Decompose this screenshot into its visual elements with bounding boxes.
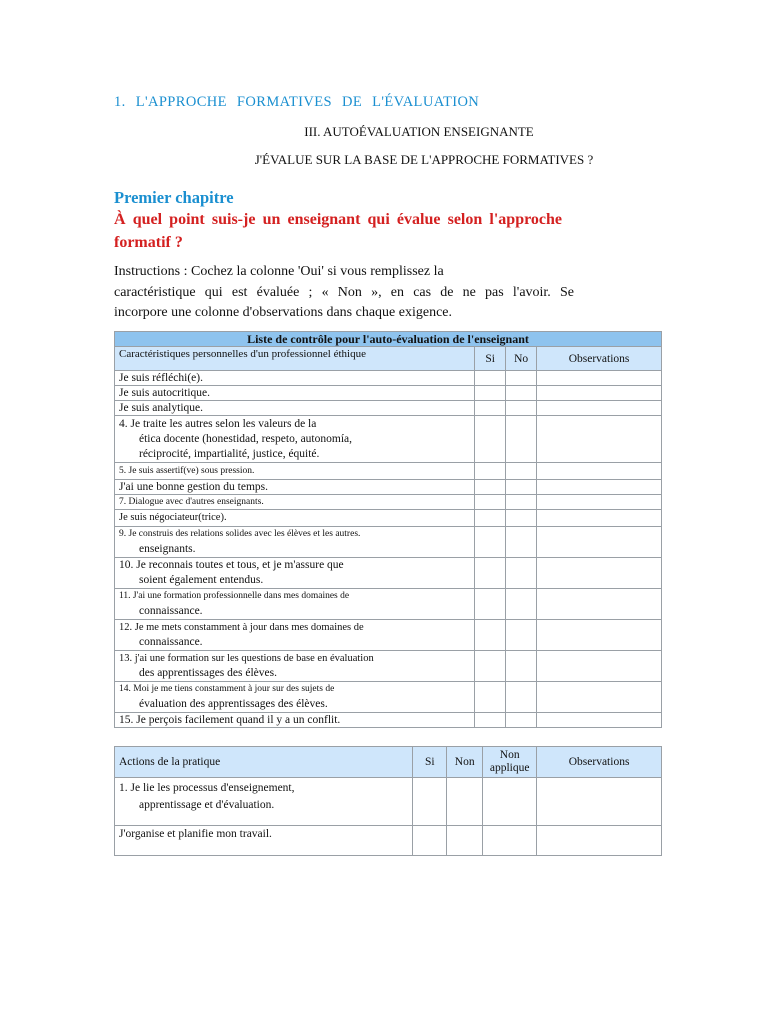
checkbox-no[interactable] xyxy=(506,416,537,463)
table-row-label: 5. Je suis assertif(ve) sous pression. xyxy=(115,463,475,480)
section-heading: 1. L'APPROCHE FORMATIVES DE L'ÉVALUATION xyxy=(114,94,480,110)
col-header-non: Non xyxy=(447,747,483,778)
table-row-label: 12. Je me mets constamment à jour dans mes domaines de connaissance. xyxy=(115,620,475,651)
checkbox-si[interactable] xyxy=(475,386,506,401)
checkbox-si[interactable] xyxy=(475,651,506,682)
observations-cell[interactable] xyxy=(537,558,662,589)
col-header-observations: Observations xyxy=(537,347,662,371)
practice-actions-table xyxy=(114,746,662,856)
col-header-non-applique: Non applique xyxy=(483,747,537,778)
checkbox-no[interactable] xyxy=(506,651,537,682)
table-row-label: Je suis négociateur(trice). xyxy=(115,510,475,527)
col-header-si: Si xyxy=(413,747,447,778)
observations-cell[interactable] xyxy=(537,480,662,495)
checkbox-no[interactable] xyxy=(506,527,537,558)
table-row-label: Je suis réfléchi(e). xyxy=(115,371,475,386)
checkbox-si[interactable] xyxy=(475,558,506,589)
self-evaluation-checklist-table xyxy=(114,331,662,728)
checkbox-no[interactable] xyxy=(506,480,537,495)
checkbox-non[interactable] xyxy=(447,826,483,856)
table-row-label: 1. Je lie les processus d'enseignement, apprentissage et d'évaluation. xyxy=(115,778,413,826)
checkbox-no[interactable] xyxy=(506,589,537,620)
observations-cell[interactable] xyxy=(537,401,662,416)
checkbox-si[interactable] xyxy=(475,495,506,510)
checkbox-si[interactable] xyxy=(475,463,506,480)
table-row-label: 15. Je perçois facilement quand il y a un conflit. xyxy=(115,713,475,728)
checkbox-si[interactable] xyxy=(475,713,506,728)
observations-cell[interactable] xyxy=(537,651,662,682)
table-row-label: 7. Dialogue avec d'autres enseignants. xyxy=(115,495,475,510)
instructions-line-3: incorpore une colonne d'observations dans chaque exigence. xyxy=(114,305,453,320)
observations-cell[interactable] xyxy=(537,463,662,480)
checkbox-no[interactable] xyxy=(506,401,537,416)
observations-cell[interactable] xyxy=(537,589,662,620)
observations-cell[interactable] xyxy=(537,778,662,826)
checkbox-no[interactable] xyxy=(506,463,537,480)
checkbox-si[interactable] xyxy=(413,778,447,826)
table-row-label: Je suis autocritique. xyxy=(115,386,475,401)
instructions-paragraph xyxy=(114,262,574,324)
observations-cell[interactable] xyxy=(537,510,662,527)
observations-cell[interactable] xyxy=(537,620,662,651)
col-header-actions: Actions de la pratique xyxy=(115,747,413,778)
checkbox-si[interactable] xyxy=(475,371,506,386)
checkbox-no[interactable] xyxy=(506,510,537,527)
checkbox-si[interactable] xyxy=(475,620,506,651)
subtitle-question: J'ÉVALUE SUR LA BASE DE L'APPROCHE FORMATIVES ? xyxy=(254,152,594,167)
checkbox-si[interactable] xyxy=(413,826,447,856)
table-row-label: 10. Je reconnais toutes et tous, et je m'assure que soient également entendus. xyxy=(115,558,475,589)
checkbox-no[interactable] xyxy=(506,558,537,589)
checkbox-si[interactable] xyxy=(475,589,506,620)
observations-cell[interactable] xyxy=(537,495,662,510)
table-row-label: Je suis analytique. xyxy=(115,401,475,416)
observations-cell[interactable] xyxy=(537,386,662,401)
observations-cell[interactable] xyxy=(537,826,662,856)
instructions-line-2: caractéristique qui est évaluée ; « Non », en cas de ne pas l'avoir. Se xyxy=(114,284,574,300)
table-row-label: 9. Je construis des relations solides avec les élèves et les autres. enseignants. xyxy=(115,527,475,558)
chapter-title: Premier chapitre xyxy=(114,188,234,207)
checkbox-si[interactable] xyxy=(475,682,506,713)
observations-cell[interactable] xyxy=(537,682,662,713)
col-header-observations: Observations xyxy=(537,747,662,778)
chapter-question: À quel point suis-je un enseignant qui évalue selon l'approche formatif ? xyxy=(114,211,562,251)
checkbox-non[interactable] xyxy=(447,778,483,826)
checkbox-si[interactable] xyxy=(475,401,506,416)
checkbox-no[interactable] xyxy=(506,495,537,510)
table-row-label: 13. j'ai une formation sur les questions de base en évaluation des apprentissages des élèves. xyxy=(115,651,475,682)
instructions-line-1: Instructions : Cochez la colonne 'Oui' si vous remplissez la xyxy=(114,264,444,279)
checkbox-non-applique[interactable] xyxy=(483,826,537,856)
checkbox-no[interactable] xyxy=(506,371,537,386)
col-header-characteristics: Caractéristiques personnelles d'un professionnel éthique xyxy=(115,347,475,371)
checkbox-no[interactable] xyxy=(506,682,537,713)
checkbox-no[interactable] xyxy=(506,386,537,401)
table-row-label: J'ai une bonne gestion du temps. xyxy=(115,480,475,495)
table-row-label: 4. Je traite les autres selon les valeurs de la ética docente (honestidad, respeto, autonomía, réciprocité, impartialité, justice, équité. xyxy=(115,416,475,463)
subtitle-autoevaluation: III. AUTOÉVALUATION ENSEIGNANTE xyxy=(304,124,534,139)
col-header-si: Si xyxy=(475,347,506,371)
checkbox-no[interactable] xyxy=(506,620,537,651)
observations-cell[interactable] xyxy=(537,371,662,386)
observations-cell[interactable] xyxy=(537,527,662,558)
checkbox-si[interactable] xyxy=(475,510,506,527)
checkbox-si[interactable] xyxy=(475,416,506,463)
col-header-no: No xyxy=(506,347,537,371)
observations-cell[interactable] xyxy=(537,416,662,463)
checkbox-no[interactable] xyxy=(506,713,537,728)
checkbox-si[interactable] xyxy=(475,527,506,558)
checkbox-non-applique[interactable] xyxy=(483,778,537,826)
observations-cell[interactable] xyxy=(537,713,662,728)
table-row-label: J'organise et planifie mon travail. xyxy=(115,826,413,856)
checkbox-si[interactable] xyxy=(475,480,506,495)
table-row-label: 14. Moi je me tiens constamment à jour sur des sujets de évaluation des apprentissages des élèves. xyxy=(115,682,475,713)
table-row-label: 11. J'ai une formation professionnelle dans mes domaines de connaissance. xyxy=(115,589,475,620)
table-title: Liste de contrôle pour l'auto-évaluation de l'enseignant xyxy=(115,332,662,347)
